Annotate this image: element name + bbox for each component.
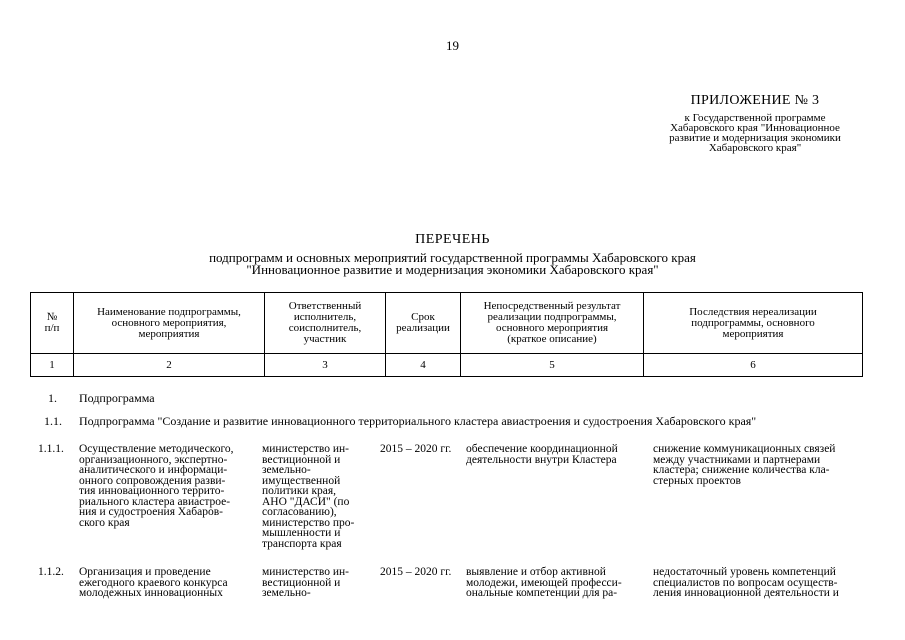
cell-line: риального кластера авиастрое-: [79, 495, 231, 508]
cell-line: снижение коммуникационных связей: [653, 443, 836, 455]
header-text: исполнитель,: [293, 311, 357, 323]
header-row: [31, 293, 863, 354]
cell-line: политики края,: [262, 485, 337, 497]
header-text: Непосредственный результат: [483, 300, 621, 312]
page-number: 19: [446, 38, 459, 53]
row-executor-cell: [262, 567, 374, 599]
header-text: реализации подпрограммы,: [487, 311, 617, 323]
header-cell-consequence: [644, 293, 863, 354]
header-text: соисполнитель,: [288, 322, 362, 334]
cell-line: стерных проектов: [653, 474, 741, 487]
row-number: 1.1.: [44, 414, 62, 428]
row-name-cell: [79, 567, 259, 599]
document-title: ПЕРЕЧЕНЬ: [415, 232, 490, 247]
header-text: мероприятия: [138, 327, 200, 340]
column-number: 3: [265, 354, 386, 377]
cell-line: ежегодного краевого конкурса: [79, 576, 228, 589]
header-cell-result: [461, 293, 644, 354]
cell-line: АНО "ДАСИ" (по: [262, 495, 350, 508]
appendix-text: [630, 113, 880, 153]
appendix-title: ПРИЛОЖЕНИЕ № 3: [690, 93, 820, 108]
header-cell-period: [386, 293, 461, 354]
cell-line: транспорта края: [262, 537, 342, 550]
cell-line: земельно-: [262, 464, 311, 476]
cell-line: деятельности внутри Кластера: [466, 453, 617, 466]
cell-line: Осуществление методического,: [79, 443, 234, 455]
column-number: 4: [386, 354, 461, 377]
row-number: 1.1.1.: [38, 443, 64, 455]
cell-line: тия инновационного террито-: [79, 485, 225, 497]
header-table: [30, 292, 863, 377]
header-cell-name: [74, 293, 265, 354]
cell-line: ональные компетенции для ра-: [466, 587, 618, 599]
cell-line: ния и судостроения Хабаров-: [79, 506, 223, 518]
header-text: участник: [303, 333, 347, 345]
cell-line: обеспечение координационной: [466, 443, 618, 455]
subtitle-line: "Инновационное развитие и модернизация экономики Хабаровского края": [246, 262, 659, 277]
appendix-line: Хабаровского края": [708, 142, 802, 154]
header-text: Последствия нереализации: [689, 305, 817, 318]
column-number: 1: [31, 354, 74, 377]
row-number: 1.1.2.: [38, 566, 64, 578]
cell-line: министерство ин-: [262, 443, 349, 455]
header-text: реализации: [396, 322, 450, 334]
appendix-line: к Государственной программе: [684, 112, 826, 124]
cell-line: министерство ин-: [262, 566, 349, 578]
cell-line: земельно-: [262, 587, 311, 599]
header-text: подпрограммы, основного: [691, 316, 815, 329]
cell-line: организационного, экспертно-: [79, 453, 228, 466]
cell-line: вестиционной и: [262, 453, 341, 466]
row-result-cell: [466, 567, 646, 599]
appendix-line: развитие и модернизация экономики: [669, 132, 841, 144]
cell-line: министерство про-: [262, 516, 355, 529]
header-text: Наименование подпрограммы,: [97, 305, 241, 318]
header-text: №: [46, 311, 58, 323]
column-number-row: [31, 354, 863, 377]
row-executor-cell: [262, 444, 374, 549]
cell-line: аналитического и информаци-: [79, 464, 228, 476]
row-number: 1.: [48, 391, 57, 405]
cell-line: вестиционной и: [262, 576, 341, 589]
cell-line: онного сопровождения разви-: [79, 474, 226, 487]
cell-line: мышленности и: [262, 527, 341, 539]
cell-line: молодежи, имеющей професси-: [466, 576, 622, 589]
column-number: 5: [461, 354, 644, 377]
cell-line: между участниками и партнерами: [653, 453, 821, 466]
document-subtitle: [0, 252, 905, 276]
header-text: основного мероприятия,: [111, 316, 227, 329]
row-consequence-cell: [653, 567, 868, 599]
row-text: Подпрограмма: [79, 391, 155, 405]
row-name-cell: [79, 444, 259, 528]
cell-line: имущественной: [262, 474, 341, 487]
header-text: п/п: [44, 322, 60, 334]
header-text: Срок: [411, 311, 435, 323]
appendix-line: Хабаровского края "Инновационное: [670, 122, 840, 134]
cell-line: ского края: [79, 516, 130, 529]
cell-line: ления инновационной деятельности и: [653, 587, 839, 599]
header-cell-executor: [265, 293, 386, 354]
cell-line: молодежных инновационных: [79, 587, 223, 599]
row-consequence-cell: [653, 444, 868, 486]
header-text: Ответственный: [288, 300, 362, 312]
header-cell-number: [31, 293, 74, 354]
header-text: основного мероприятия: [495, 322, 609, 334]
header-text: (краткое описание): [507, 333, 597, 345]
cell-line: недостаточный уровень компетенций: [653, 566, 836, 578]
row-period: 2015 – 2020 гг.: [380, 443, 452, 455]
header-text: мероприятия: [722, 327, 784, 340]
row-text: Подпрограмма "Создание и развитие инновационного территориального кластера авиастроения и судостроения Хабаровского края": [79, 414, 757, 428]
cell-line: выявление и отбор активной: [466, 566, 606, 578]
cell-line: Организация и проведение: [79, 566, 211, 578]
cell-line: согласованию),: [262, 506, 337, 518]
column-number: 6: [644, 354, 863, 377]
column-number: 2: [74, 354, 265, 377]
cell-line: кластера; снижение количества кла-: [653, 464, 830, 476]
row-period: 2015 – 2020 гг.: [380, 566, 452, 578]
cell-line: специалистов по вопросам осуществ-: [653, 576, 838, 589]
row-result-cell: [466, 444, 646, 465]
subtitle-line: подпрограмм и основных мероприятий государственной программы Хабаровского края: [209, 250, 696, 265]
